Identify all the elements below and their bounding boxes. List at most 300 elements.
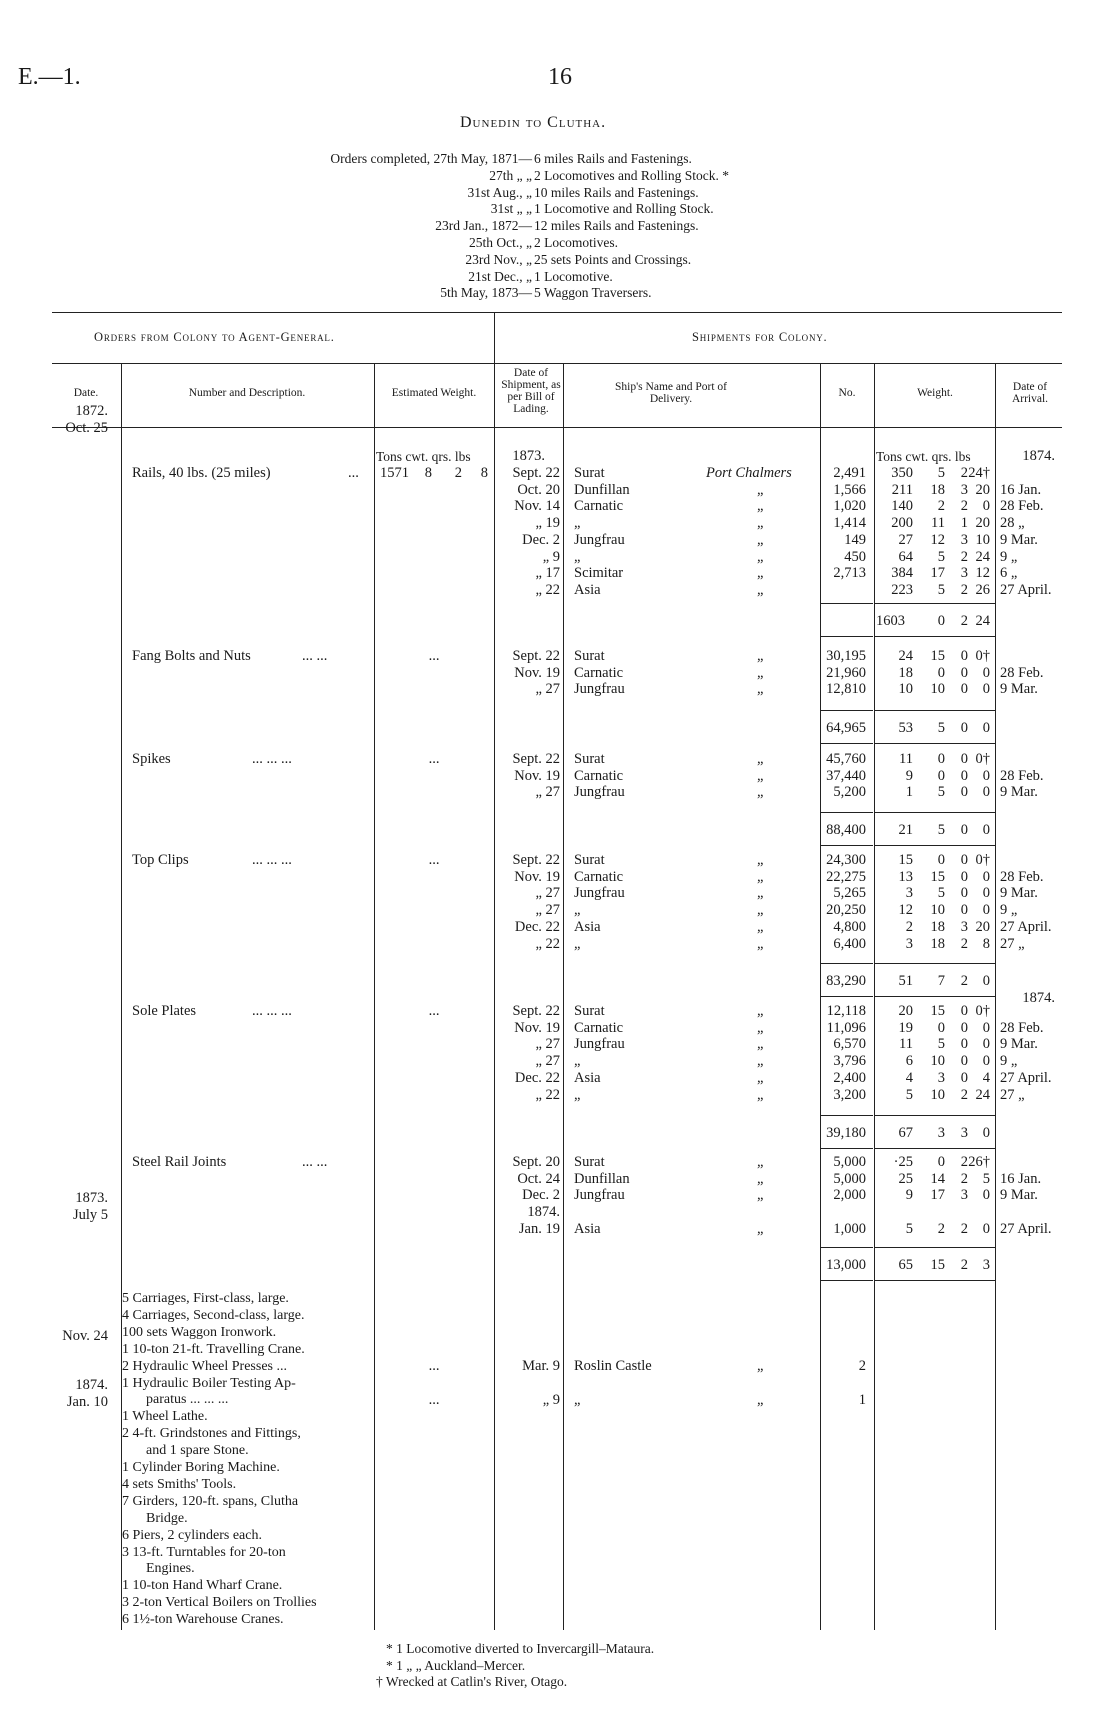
total-weight-qrs: 2 <box>960 973 968 989</box>
port-ditto: „ <box>757 548 764 565</box>
shipment-weight-cwt: 10 <box>930 681 945 698</box>
shipment-count: 6,570 <box>833 1036 866 1053</box>
shipment-weight-cwt: 5 <box>937 581 945 598</box>
port-ditto: „ <box>757 1220 764 1237</box>
port-ditto: „ <box>757 648 764 664</box>
shipment-date: Dec. 22 <box>514 918 560 935</box>
shipment-date: Nov. 19 <box>514 868 560 885</box>
total-count: 39,180 <box>826 1125 866 1141</box>
shipment-weight-lbs: 4 <box>982 1069 990 1086</box>
shipment-weight-qrs: 0 <box>960 767 968 784</box>
misc-item: 3 13-ft. Turntables for 20-ton <box>122 1544 286 1560</box>
shipment-weight-qrs: 1 <box>960 515 968 532</box>
arrival-date: 16 Jan. <box>1000 481 1042 498</box>
shipment-weight-lbs: 5 <box>982 1170 990 1187</box>
total-rule <box>821 710 873 711</box>
est-weight: ... <box>428 1392 440 1408</box>
leader-dots: ... <box>348 465 359 481</box>
arrival-date: 9 Mar. <box>1000 1187 1038 1204</box>
order-item: 1 Locomotive and Rolling Stock. <box>534 201 714 217</box>
shipment-weight-tons: 9 <box>905 1187 913 1204</box>
total-rule <box>821 1115 873 1116</box>
total-rule <box>875 1115 995 1116</box>
arrival-date: 28 Feb. <box>1000 868 1044 885</box>
misc-item: 4 Carriages, Second-class, large. <box>122 1307 305 1323</box>
shipment-weight-lbs: 0 <box>982 767 990 784</box>
shipment-weight-qrs: 0 <box>960 1019 968 1036</box>
ship-name: „ <box>574 548 581 565</box>
col-head-no: No. <box>838 387 856 399</box>
shipment-date: Sept. 22 <box>512 1003 560 1019</box>
shipment-weight-tons: 13 <box>898 868 913 885</box>
shipment-date: Dec. 2 <box>522 1187 560 1204</box>
column-rule <box>374 363 375 1630</box>
total-rule <box>875 710 995 711</box>
shipment-date: Oct. 24 <box>517 1170 560 1187</box>
shipment-weight-tons: 140 <box>891 498 913 515</box>
ship-name: Jungfrau <box>574 885 625 902</box>
shipment-weight-qrs: 3 <box>960 481 968 498</box>
shipment-weight-qrs: 0 <box>960 648 968 664</box>
shipment-weight-cwt: 0 <box>937 852 945 868</box>
port-of-delivery: Port Chalmers <box>706 465 792 481</box>
total-count: 83,290 <box>826 973 866 989</box>
shipment-count: 12,118 <box>826 1003 866 1019</box>
ship-name: Carnatic <box>574 498 624 515</box>
total-rule <box>821 603 873 604</box>
ship-name: Carnatic <box>574 868 624 885</box>
total-weight-lbs: 0 <box>982 973 990 989</box>
shipment-date: Sept. 22 <box>512 648 560 664</box>
order-item: 25 sets Points and Crossings. <box>534 251 692 267</box>
shipment-count: 1,020 <box>833 498 866 515</box>
year-label: 1874. <box>1022 990 1055 1006</box>
shipment-weight-lbs: 0 <box>982 902 990 919</box>
shipment-weight-lbs: 0 <box>982 885 990 902</box>
shipment-weight-cwt: 18 <box>930 918 945 935</box>
port-ditto: „ <box>757 784 764 801</box>
order-item: 6 miles Rails and Fastenings. <box>534 151 692 166</box>
port-ditto: „ <box>757 935 764 952</box>
shipment-weight-cwt: 5 <box>937 885 945 902</box>
total-rule <box>821 996 873 997</box>
shipment-weight-cwt: 17 <box>930 1187 945 1204</box>
shipment-weight-lbs: 0 <box>982 664 990 681</box>
misc-item: Engines. <box>146 1561 195 1577</box>
shipment-count: 2,491 <box>833 465 866 481</box>
total-weight-lbs: 0 <box>982 720 990 736</box>
colhead-rule <box>52 363 1062 364</box>
ship-name: „ <box>574 1086 581 1103</box>
shipment-weight-lbs: 0† <box>975 852 990 868</box>
ship-name: Dunfillan <box>574 1170 630 1187</box>
shipment-date: „ 27 <box>535 681 560 698</box>
shipment-weight-cwt: 2 <box>937 498 945 515</box>
est-weight: ... <box>428 751 440 767</box>
shipment-weight-lbs: 0 <box>982 1220 990 1237</box>
order-date: July 5 <box>72 1207 108 1223</box>
ship-name: Surat <box>574 1154 605 1170</box>
shipment-weight-lbs: 0 <box>982 1036 990 1053</box>
total-rule <box>875 603 995 604</box>
leader-dots: ... ... ... <box>252 751 292 767</box>
shipment-weight-qrs: 0 <box>960 868 968 885</box>
total-weight-qrs: 0 <box>960 822 968 838</box>
shipment-weight-tons: 15 <box>898 852 913 868</box>
shipment-weight-lbs: 10 <box>975 531 990 548</box>
order-date: 21st Dec., „ <box>468 268 532 284</box>
shipment-count: 22,275 <box>826 868 866 885</box>
leader-dots: ... ... <box>302 1154 328 1170</box>
arrival-date: 9 Mar. <box>1000 681 1038 698</box>
total-weight-tons: 65 <box>898 1257 913 1273</box>
shipment-weight-qrs: 2 <box>960 935 968 952</box>
port-ditto: „ <box>757 918 764 935</box>
shipment-weight-tons: 10 <box>898 681 913 698</box>
shipment-weight-cwt: 15 <box>930 648 945 664</box>
misc-item: 1 Hydraulic Boiler Testing Ap- <box>122 1375 296 1391</box>
ship-name: Surat <box>574 852 605 868</box>
units-label: Tons cwt. qrs. lbs <box>376 449 471 464</box>
port-ditto: „ <box>757 531 764 548</box>
shipment-weight-qrs: 0 <box>960 784 968 801</box>
shipment-weight-lbs: 0 <box>982 868 990 885</box>
shipment-weight-cwt: 18 <box>930 481 945 498</box>
total-weight-cwt: 5 <box>937 822 945 838</box>
shipment-date: „ 22 <box>535 935 560 952</box>
misc-item: 1 Cylinder Boring Machine. <box>122 1460 280 1475</box>
shipment-date: Nov. 19 <box>514 1019 560 1036</box>
port-ditto: „ <box>757 1187 764 1204</box>
shipment-weight-lbs: 0 <box>982 1187 990 1204</box>
shipment-weight-tons: 211 <box>891 481 913 498</box>
shipment-weight-lbs: 0 <box>982 1019 990 1036</box>
shipment-date: „ 17 <box>535 565 560 582</box>
misc-item: 6 Piers, 2 cylinders each. <box>122 1527 262 1543</box>
item-description: Sole Plates <box>132 1003 197 1019</box>
order-date: Orders completed, 27th May, 1871— <box>330 151 532 166</box>
ship-name: „ <box>574 902 581 919</box>
total-rule <box>875 1280 995 1281</box>
total-weight-cwt: 3 <box>937 1125 945 1141</box>
total-rule <box>875 845 995 846</box>
order-date: Oct. 25 <box>65 420 108 436</box>
shipment-count: 30,195 <box>826 648 866 664</box>
shipment-weight-cwt: 5 <box>937 784 945 801</box>
shipment-weight-qrs: 2 <box>960 465 968 481</box>
arrival-date: 28 Feb. <box>1000 498 1044 515</box>
shipment-weight-lbs: 20 <box>975 481 990 498</box>
shipment-count: 2,000 <box>833 1187 866 1204</box>
shipment-date: Jan. 19 <box>518 1220 560 1237</box>
shipment-count: 5,265 <box>833 885 866 902</box>
order-date: Jan. 10 <box>66 1394 108 1410</box>
shipment-weight-cwt: 0 <box>937 1019 945 1036</box>
shipment-date: Sept. 22 <box>512 751 560 767</box>
shipment-weight-qrs: 0 <box>960 852 968 868</box>
units-label: Tons cwt. qrs. lbs <box>876 449 971 464</box>
shipment-weight-cwt: 11 <box>931 515 945 532</box>
total-tons: 1603 <box>876 613 905 629</box>
order-date: Nov. 24 <box>62 1328 108 1344</box>
shipment-date: Nov. 14 <box>514 498 560 515</box>
ship-name: Carnatic <box>574 767 624 784</box>
item-description: Spikes <box>132 751 171 767</box>
shipment-weight-tons: 223 <box>891 581 913 598</box>
shipment-weight-tons: 5 <box>905 1220 913 1237</box>
ship-name: Carnatic <box>574 664 624 681</box>
shipment-weight-cwt: 10 <box>930 1086 945 1103</box>
shipment-weight-qrs: 2 <box>960 1086 968 1103</box>
shipment-weight-qrs: 0 <box>960 1003 968 1019</box>
order-item: 5 Waggon Traversers. <box>534 285 652 301</box>
shipment-count: 21,960 <box>826 664 866 681</box>
shipment-count: 20,250 <box>826 902 866 919</box>
misc-item: 100 sets Waggon Ironwork. <box>122 1324 277 1340</box>
ship-name: Dunfillan <box>574 481 630 498</box>
arrival-date: 9 Mar. <box>1000 1036 1038 1053</box>
shipment-count: 2,713 <box>833 565 866 582</box>
misc-item: paratus ... ... ... <box>146 1392 229 1408</box>
footnote: * 1 Locomotive diverted to Invercargill–Mataura. <box>386 1641 655 1656</box>
total-weight-tons: 67 <box>898 1125 913 1141</box>
est-qrs: 2 <box>454 465 462 481</box>
ship-name: Jungfrau <box>574 1187 625 1204</box>
shipment-weight-tons: 2 <box>905 918 913 935</box>
shipment-date: „ 19 <box>535 515 560 532</box>
arrival-date: 27 April. <box>1000 1069 1052 1086</box>
shipment-weight-qrs: 3 <box>960 531 968 548</box>
misc-item: 7 Girders, 120-ft. spans, Clutha <box>122 1493 299 1509</box>
shipment-weight-lbs: 24† <box>968 465 990 481</box>
est-cwt: 8 <box>424 465 432 481</box>
shipment-count: 45,760 <box>826 751 866 767</box>
port-ditto: „ <box>757 498 764 515</box>
shipment-weight-cwt: 0 <box>937 1154 945 1170</box>
shipment-weight-cwt: 0 <box>937 751 945 767</box>
shipment-weight-lbs: 0 <box>982 1053 990 1070</box>
order-date: 1873. <box>75 1190 108 1206</box>
ship-name: Asia <box>574 1220 601 1237</box>
shipment-weight-qrs: 3 <box>960 918 968 935</box>
total-rule <box>821 1247 873 1248</box>
total-weight-lbs: 0 <box>982 1125 990 1141</box>
port-ditto: „ <box>757 581 764 598</box>
total-rule <box>875 636 995 637</box>
shipment-count: 1,000 <box>833 1220 866 1237</box>
ship-name: Asia <box>574 918 601 935</box>
shipment-weight-tons: 200 <box>891 515 913 532</box>
shipment-weight-lbs: 20 <box>975 918 990 935</box>
ship-name: Jungfrau <box>574 1036 625 1053</box>
year-label: 1873. <box>512 448 545 464</box>
port-ditto: „ <box>757 515 764 532</box>
shipment-weight-cwt: 2 <box>937 1220 945 1237</box>
section-head-shipments: Shipments for Colony. <box>692 330 828 344</box>
shipment-weight-qrs: 0 <box>960 681 968 698</box>
port-ditto: „ <box>757 885 764 902</box>
item-description: Rails, 40 lbs. (25 miles) <box>132 465 271 481</box>
arrival-date: 27 April. <box>1000 918 1052 935</box>
shipment-weight-tons: 18 <box>898 664 913 681</box>
total-rule <box>875 963 995 964</box>
shipment-weight-qrs: 0 <box>960 664 968 681</box>
shipment-weight-lbs: 0 <box>982 498 990 515</box>
shipment-count: 2 <box>858 1358 866 1374</box>
shipment-date: „ 27 <box>535 885 560 902</box>
total-count: 13,000 <box>826 1257 866 1273</box>
page-number: 16 <box>548 64 572 90</box>
shipment-weight-tons: 19 <box>898 1019 913 1036</box>
ship-name: Scimitar <box>574 565 624 582</box>
port-ditto: „ <box>757 767 764 784</box>
total-qrs: 2 <box>960 613 968 629</box>
total-cwt: 0 <box>937 613 945 629</box>
col-head-number-description: Number and Description. <box>188 387 306 399</box>
shipment-date: „ 27 <box>535 784 560 801</box>
ship-name: „ <box>574 515 581 532</box>
misc-item: 5 Carriages, First-class, large. <box>122 1291 289 1306</box>
order-item: 2 Locomotives. <box>534 235 618 250</box>
shipment-weight-lbs: 12 <box>975 565 990 582</box>
port-ditto: „ <box>757 1053 764 1070</box>
shipment-count: 1,414 <box>833 515 866 532</box>
shipment-date: Oct. 20 <box>517 481 560 498</box>
shipment-date: „ 27 <box>535 1036 560 1053</box>
shipment-date: Nov. 19 <box>514 767 560 784</box>
shipment-weight-qrs: 3 <box>960 565 968 582</box>
arrival-date: 9 „ <box>1000 1053 1018 1070</box>
shipment-weight-tons: 6 <box>905 1053 913 1070</box>
ship-name: Asia <box>574 581 601 598</box>
ship-name: Jungfrau <box>574 531 625 548</box>
shipment-count: 1 <box>858 1392 866 1408</box>
ship-name: Surat <box>574 465 605 481</box>
leader-dots: ... ... ... <box>252 1003 292 1019</box>
shipment-weight-tons: 3 <box>905 885 913 902</box>
shipment-count: 4,800 <box>833 918 866 935</box>
shipment-weight-qrs: 0 <box>960 902 968 919</box>
misc-item: Bridge. <box>146 1510 188 1526</box>
shipment-weight-tons: 20 <box>898 1003 913 1019</box>
shipment-weight-tons: 1 <box>905 784 913 801</box>
shipment-date: Sept. 22 <box>512 465 560 481</box>
shipment-count: 12,810 <box>826 681 866 698</box>
shipment-weight-qrs: 0 <box>960 885 968 902</box>
port-ditto: „ <box>757 1069 764 1086</box>
shipment-weight-tons: 12 <box>898 902 913 919</box>
arrival-date: 9 Mar. <box>1000 531 1038 548</box>
shipment-weight-qrs: 0 <box>960 751 968 767</box>
total-rule <box>875 812 995 813</box>
shipment-date: „ 9 <box>542 1392 560 1408</box>
arrival-date: 27 „ <box>1000 935 1025 952</box>
item-description: Steel Rail Joints <box>132 1154 227 1170</box>
total-weight-tons: 21 <box>898 822 913 838</box>
item-description: Top Clips <box>132 852 189 868</box>
shipment-count: 3,200 <box>833 1086 866 1103</box>
total-rule <box>821 845 873 846</box>
misc-item: 1 10-ton 21-ft. Travelling Crane. <box>122 1341 305 1357</box>
shipment-weight-qrs: 3 <box>960 1187 968 1204</box>
shipment-count: 1,566 <box>833 481 866 498</box>
colhead-bottom-rule <box>52 427 1062 428</box>
port-ditto: „ <box>757 1036 764 1053</box>
shipment-weight-tons: 3 <box>905 935 913 952</box>
total-rule <box>875 1148 995 1149</box>
section-head-orders: Orders from Colony to Agent-General. <box>94 330 335 344</box>
shipment-weight-qrs: 2 <box>960 1170 968 1187</box>
port-ditto: „ <box>757 852 764 868</box>
port-ditto: „ <box>757 664 764 681</box>
footnote: † Wrecked at Catlin's River, Otago. <box>376 1674 568 1689</box>
leader-dots: ... ... <box>302 648 328 664</box>
shipment-date: Dec. 2 <box>522 531 560 548</box>
port-ditto: „ <box>757 1003 764 1019</box>
shipment-weight-lbs: 26 <box>975 581 990 598</box>
order-item: 10 miles Rails and Fastenings. <box>534 184 699 200</box>
shipment-weight-tons: 5 <box>905 1086 913 1103</box>
total-rule <box>821 1280 873 1281</box>
total-weight-cwt: 5 <box>937 720 945 736</box>
total-rule <box>821 743 873 744</box>
shipment-weight-lbs: 0 <box>982 681 990 698</box>
order-date: 1872. <box>75 403 108 419</box>
ship-name: „ <box>574 1392 581 1408</box>
arrival-date: 28 Feb. <box>1000 1019 1044 1036</box>
shipment-count: 450 <box>844 548 866 565</box>
order-date: 25th Oct., „ <box>469 235 532 250</box>
report-reference: E.—1. <box>18 64 81 90</box>
shipment-date: „ 27 <box>535 1053 560 1070</box>
arrival-date: 16 Jan. <box>1000 1170 1042 1187</box>
shipment-count: 3,796 <box>833 1053 866 1070</box>
shipment-count: 24,300 <box>826 852 866 868</box>
shipment-date: 1874. <box>527 1204 560 1221</box>
leader-dots: ... ... ... <box>252 852 292 868</box>
shipment-weight-cwt: 0 <box>937 767 945 784</box>
shipment-weight-tons: 9 <box>905 767 913 784</box>
shipment-weight-cwt: 0 <box>937 664 945 681</box>
shipment-weight-cwt: 15 <box>930 868 945 885</box>
port-ditto: „ <box>757 565 764 582</box>
shipment-date: „ 9 <box>542 548 560 565</box>
misc-item: and 1 spare Stone. <box>146 1443 249 1459</box>
ship-name: Jungfrau <box>574 681 625 698</box>
shipment-date: Mar. 9 <box>522 1358 560 1374</box>
order-item: 1 Locomotive. <box>534 268 613 284</box>
misc-item: 2 4-ft. Grindstones and Fittings, <box>122 1426 301 1442</box>
ship-name: Asia <box>574 1069 601 1086</box>
shipment-weight-lbs: 8 <box>982 935 990 952</box>
misc-item: 4 sets Smiths' Tools. <box>122 1476 237 1492</box>
shipment-weight-lbs: 24 <box>975 1086 990 1103</box>
est-tons: 1571 <box>380 465 409 481</box>
arrival-date: 9 „ <box>1000 548 1018 565</box>
col-head-arrival: Date of Arrival. <box>1011 381 1049 405</box>
misc-item: 2 Hydraulic Wheel Presses ... <box>122 1358 287 1374</box>
order-item: 2 Locomotives and Rolling Stock. * <box>534 167 729 183</box>
shipment-date: Nov. 19 <box>514 664 560 681</box>
total-rule <box>821 636 873 637</box>
arrival-date: 9 Mar. <box>1000 784 1038 801</box>
arrival-date: 28 Feb. <box>1000 767 1044 784</box>
port-ditto: „ <box>757 681 764 698</box>
section-divider <box>494 312 495 364</box>
port-ditto: „ <box>757 1358 764 1374</box>
arrival-date: 27 April. <box>1000 1220 1052 1237</box>
shipment-weight-tons: 24 <box>898 648 913 664</box>
